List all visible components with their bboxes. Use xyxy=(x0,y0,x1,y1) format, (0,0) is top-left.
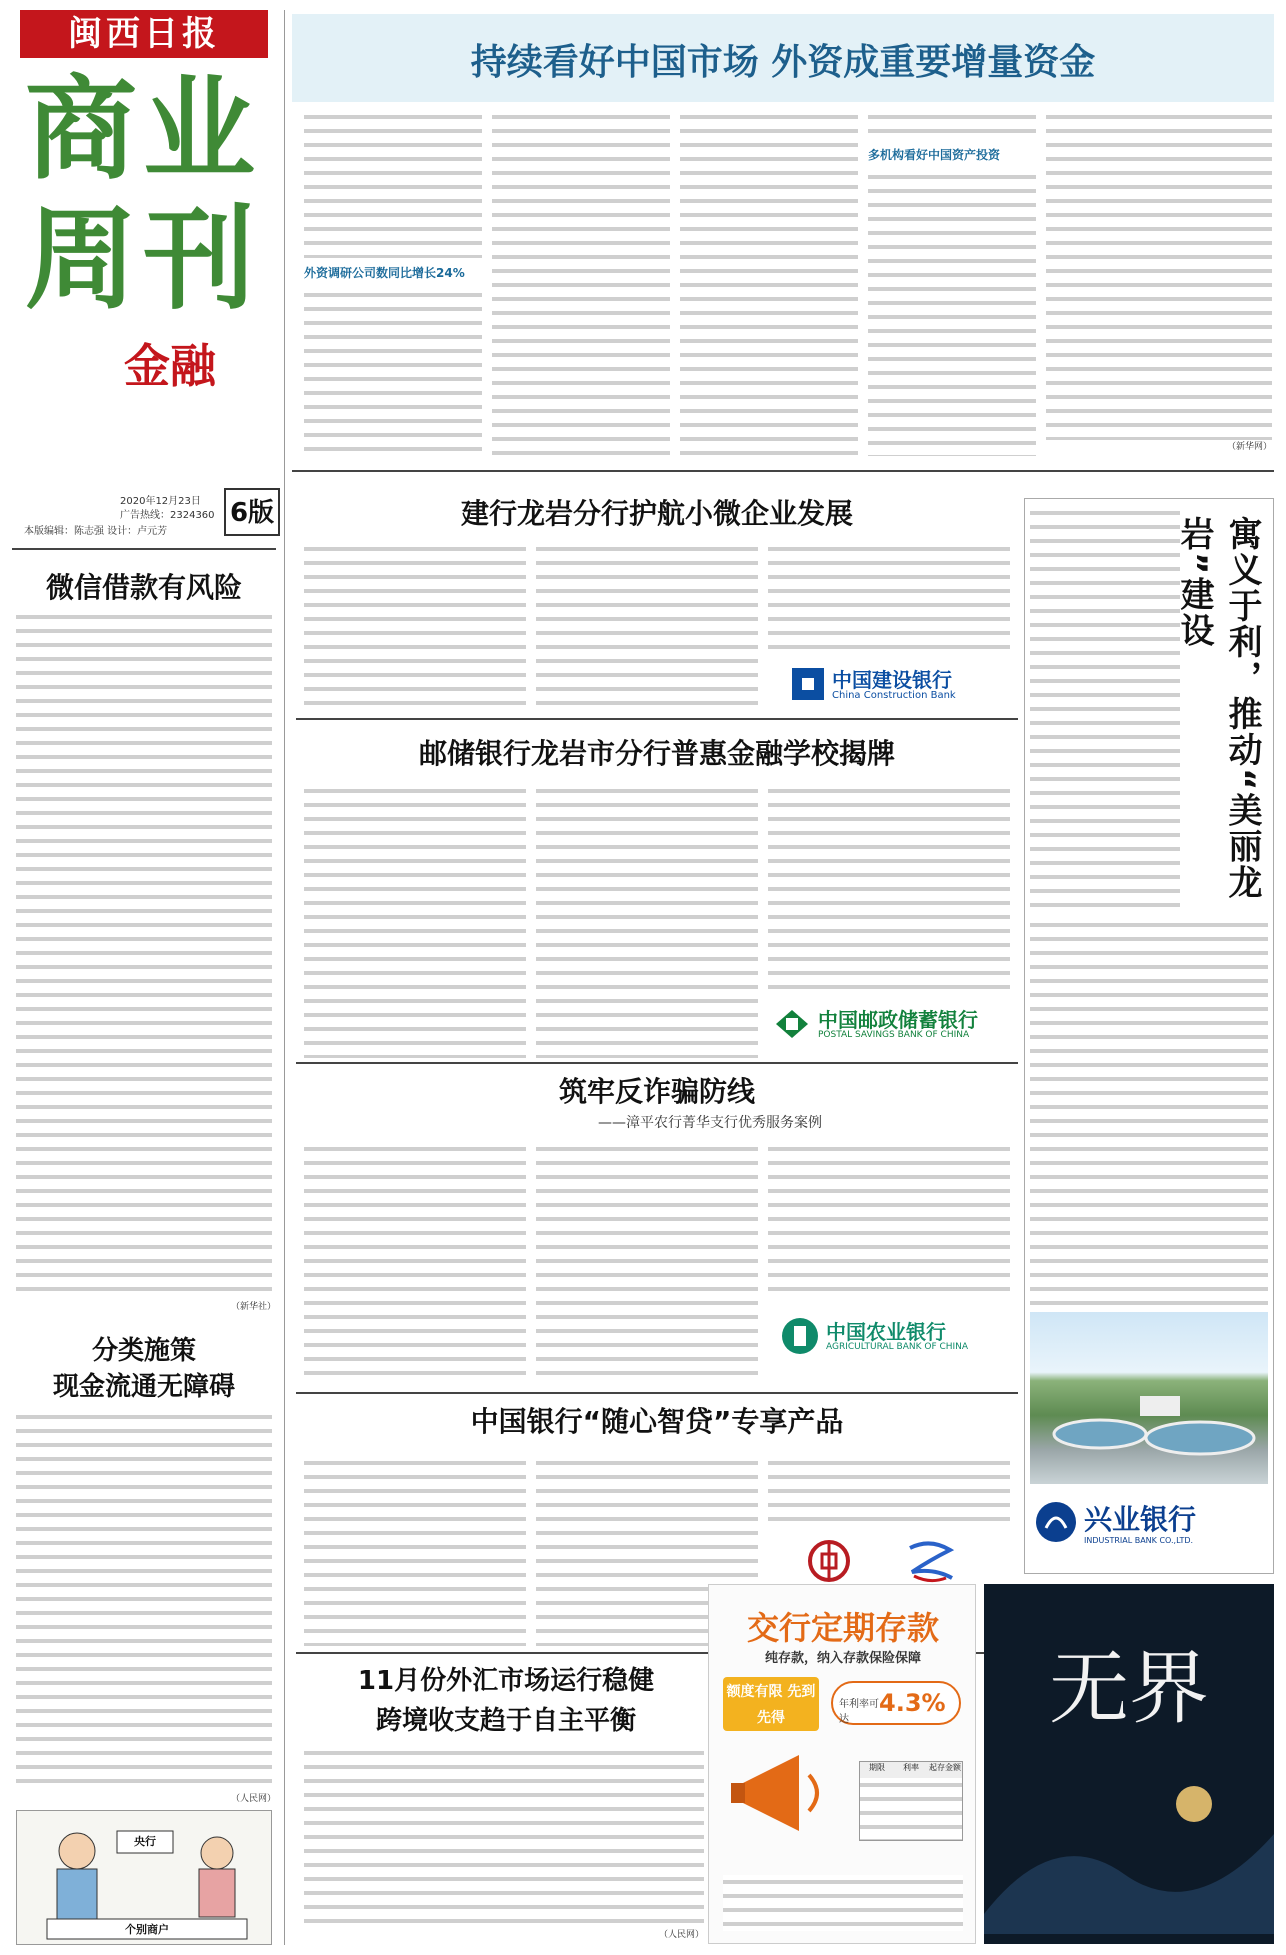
bocom-ad-table-head-3: 起存金额 xyxy=(929,1763,961,1772)
top-byline: （新华网） xyxy=(1226,442,1272,452)
art-ad-title: 无界 xyxy=(1049,1642,1209,1735)
bocom-ad-table-head-1: 期限 xyxy=(869,1763,885,1772)
psbc-logo-icon xyxy=(772,1004,812,1044)
cib-logo-icon xyxy=(1034,1500,1078,1544)
left-article-1-byline: （新华社） xyxy=(230,1302,276,1312)
bocom-ad-title: 交行定期存款 xyxy=(746,1609,939,1647)
top-col-4a xyxy=(868,110,1036,140)
art-ad-graphic xyxy=(984,1764,1274,1934)
masthead xyxy=(12,10,274,542)
cib-logo xyxy=(1030,1492,1268,1562)
abc-subhead: ——漳平农行菁华支行优秀服务案例 xyxy=(598,1115,822,1131)
top-headline: 持续看好中国市场 外资成重要增量资金 xyxy=(470,42,1096,83)
psbc-logo-en: POSTAL SAVINGS BANK OF CHINA xyxy=(818,1030,970,1040)
abc-logo xyxy=(780,1310,1012,1366)
bocom-ad-badge: 额度有限 先到先得 xyxy=(723,1677,819,1731)
section-title-line1: 商业 xyxy=(25,65,261,195)
top-col-2 xyxy=(492,110,670,456)
ccb-logo-en: China Construction Bank xyxy=(832,690,956,701)
psbc-col-2 xyxy=(536,784,758,1058)
bocom-ad-rate-value: 4.3% xyxy=(879,1689,946,1717)
section-title-line2: 周刊 xyxy=(25,195,261,325)
column-divider xyxy=(284,10,285,1945)
art-ad xyxy=(984,1584,1274,1944)
forex-body xyxy=(304,1746,704,1926)
abc-col-1 xyxy=(304,1142,526,1382)
abc-col-3 xyxy=(768,1142,1010,1296)
ccb-logo xyxy=(790,660,1010,710)
ccb-col-3 xyxy=(768,542,1010,652)
cartoon xyxy=(16,1810,272,1945)
top-col-1a xyxy=(304,110,482,258)
paper-name: 闽西日报 xyxy=(20,10,268,58)
editors: 本版编辑：陈志强 设计：卢元芳 xyxy=(24,526,168,537)
abc-headline: 筑牢反诈骗防线 xyxy=(558,1075,755,1108)
cib-logo-cn: 兴业银行 xyxy=(1084,1503,1197,1536)
bocom-ad xyxy=(708,1584,976,1944)
bocom-ad-footer xyxy=(723,1875,963,1931)
bocom-ad-table-head-2: 利率 xyxy=(903,1763,919,1772)
forex-headline-1: 11月份外汇市场运行稳健 xyxy=(357,1666,655,1696)
forex-byline: （人民网） xyxy=(658,1930,704,1940)
abc-logo-cn: 中国农业银行 xyxy=(826,1320,946,1344)
top-subhead-2: 多机构看好中国资产投资 xyxy=(868,148,1001,162)
left-headline-2a: 分类施策 xyxy=(91,1336,196,1366)
left-headline-1: 微信借款有风险 xyxy=(45,571,242,604)
psbc-headline: 邮储银行龙岩市分行普惠金融学校揭牌 xyxy=(418,737,895,770)
left-divider xyxy=(12,548,276,550)
ccb-col-1 xyxy=(304,542,526,712)
bocom-ad-rate-label: 年利率可达 xyxy=(839,1699,879,1725)
psbc-divider xyxy=(296,1062,1018,1064)
left-article-2-byline: （人民网） xyxy=(230,1794,276,1804)
cib-col-full xyxy=(1030,918,1268,1306)
page-number: 6版 xyxy=(224,488,280,536)
bocom-ad-subtitle: 纯存款，纳入存款保险保障 xyxy=(764,1651,921,1666)
ccb-divider xyxy=(296,718,1018,720)
ccb-logo-icon xyxy=(790,666,826,702)
megaphone-icon xyxy=(729,1745,849,1841)
boc-col-1 xyxy=(304,1456,526,1646)
top-subhead-1: 外资调研公司数同比增长24% xyxy=(304,266,465,280)
psbc-col-1 xyxy=(304,784,526,1058)
abc-logo-en: AGRICULTURAL BANK OF CHINA xyxy=(826,1342,969,1352)
cib-col-left-a xyxy=(1030,506,1180,910)
bocom-ad-rate-box xyxy=(831,1681,961,1725)
cib-logo-en: INDUSTRIAL BANK CO.,LTD. xyxy=(1084,1536,1194,1545)
cib-vertical-headline: 寓义于利，推动“美丽龙岩”建设 xyxy=(1174,516,1262,901)
boc-logo-icon xyxy=(808,1540,850,1582)
boc-col-3 xyxy=(768,1456,1010,1526)
cib-photo xyxy=(1030,1312,1268,1484)
psbc-logo-cn: 中国邮政储蓄银行 xyxy=(818,1008,978,1032)
top-col-1b xyxy=(304,288,482,456)
top-col-3 xyxy=(680,110,858,456)
abc-divider xyxy=(296,1392,1018,1394)
section-subtitle: 金融 xyxy=(124,339,216,393)
abc-col-2 xyxy=(536,1142,758,1382)
olympic-emblem-icon xyxy=(900,1538,960,1586)
issue-date: 2020年12月23日 xyxy=(120,496,201,507)
psbc-col-3 xyxy=(768,784,1010,990)
left-article-1-body xyxy=(16,610,272,1298)
psbc-logo xyxy=(772,998,1012,1054)
boc-headline: 中国银行“随心智贷”专享产品 xyxy=(470,1405,844,1438)
cartoon-bank-label: 央行 xyxy=(134,1835,156,1848)
ccb-col-2 xyxy=(536,542,758,712)
abc-logo-icon xyxy=(780,1316,820,1356)
ccb-headline: 建行龙岩分行护航小微企业发展 xyxy=(460,497,853,530)
bocom-ad-table xyxy=(859,1761,963,1841)
ccb-logo-cn: 中国建设银行 xyxy=(832,668,952,692)
top-col-5 xyxy=(1046,110,1272,440)
left-article-2-body xyxy=(16,1410,272,1792)
forex-headline-2: 跨境收支趋于自主平衡 xyxy=(375,1706,636,1736)
water-plant-icon xyxy=(1030,1312,1268,1484)
ad-license: 广告热线：2324360 xyxy=(120,510,215,521)
top-divider xyxy=(292,470,1274,472)
top-col-4b xyxy=(868,170,1036,456)
cartoon-sign: 个别商户 xyxy=(125,1923,169,1936)
left-headline-2b: 现金流通无障碍 xyxy=(52,1372,235,1402)
